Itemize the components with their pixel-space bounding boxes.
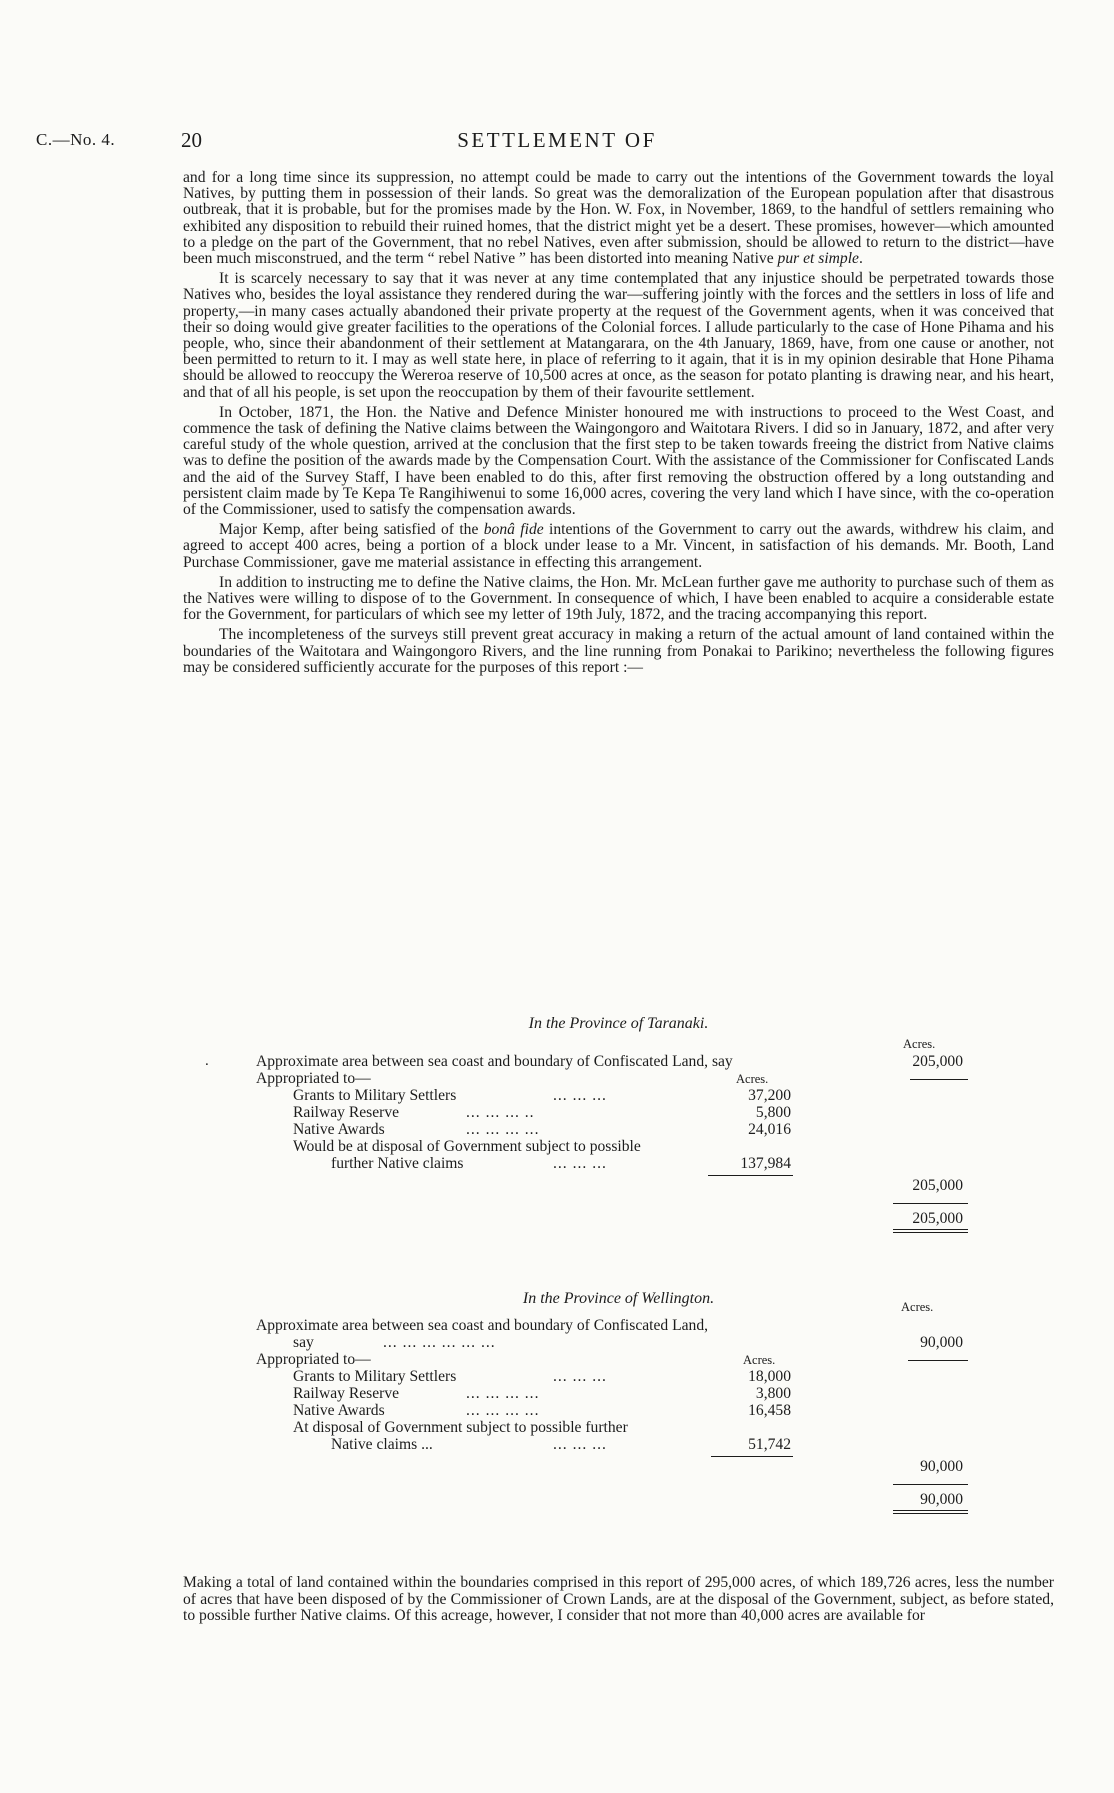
paragraph-text: Major Kemp, after being satisfied of the [219,521,484,539]
leader-dots: ... ... ... [553,1436,607,1453]
item-label: Grants to Military Settlers [293,1368,457,1385]
item-value: 18,000 [748,1368,791,1385]
leader-dots: ... ... ... ... [466,1402,540,1419]
double-rule [893,1513,968,1514]
double-rule [893,1510,968,1511]
rule [910,1079,968,1080]
double-rule [893,1232,968,1233]
disposal-label: Would be at disposal of Government subject to possible [293,1138,641,1155]
table-title: In the Province of Wellington. [522,1290,715,1307]
paragraph [183,271,1054,401]
rule [908,1360,968,1361]
area-label: Approximate area between sea coast and boundary of Confiscated Land, say [256,1053,733,1070]
stray-mark: . [205,1053,209,1069]
acres-column-label: Acres. [901,1300,934,1314]
disposal-value: 137,984 [740,1155,791,1172]
subtotal: 90,000 [920,1458,963,1475]
leader-dots: ... ... ... ... ... ... [383,1334,496,1351]
paragraph [183,405,1054,518]
rule [893,1484,968,1485]
area-label: say [293,1334,314,1351]
paragraph-text: and for a long time since its suppression, no attempt could be made to carry out the intentions of the Government towards the loyal Natives, by putting them in possession of their lands. So great was the demoralization of the European population after that disastrous outbreak, that it is probable, but for the promises made by the Hon. W. Fox, in November, 1869, to the handful of settlers remaining who exhibited any disposition to rebuild their ruined homes, that the district might yet be a desert. These promises, however—which amounted to a pledge on the part of the Government, that no rebel Natives, even after submission, should be allowed to return to the district—have been much misconstrued, and the term “ rebel Native ” has been distorted into meaning Native [183,169,1054,268]
item-value: 16,458 [748,1402,791,1419]
disposal-label: Native claims ... [331,1436,433,1453]
rule [708,1175,793,1176]
italic-phrase: pur et simple [777,250,859,268]
paragraph-text: The incompleteness of the surveys still prevent great accuracy in making a return of the actual amount of land contained within the boundaries of the Waitotara and Waingongoro Rivers, and the line running from Ponakai to Parikino; nevertheless the following figures may be considered sufficiently accurate for the purposes of this report :— [183,626,1054,676]
subtotal: 205,000 [912,1177,963,1194]
paper-reference: C.—No. 4. [36,130,116,149]
item-value: 5,800 [755,1104,791,1121]
paragraph-text: In October, 1871, the Hon. the Native and Defence Minister honoured me with instructions to proceed to the West Coast, and commence the task of defining the Native claims between the Waingongoro and Waitotara Rivers. I did so in January, 1872, and after very careful study of the whole question, arrived at the conclusion that the first step to be taken towards freeing the district from Native claims was to define the position of the awards made by the Compensation Court. With the assistance of the Commissioner for Confiscated Lands and the aid of the Survey Staff, I have been enabled to do this, after first removing the obstruction offered by a long outstanding and persistent claim made by Te Kepa Te Rangihiwenui to some 16,000 acres, covering the very land which I have since, with the co-operation of the Commissioner, used to satisfy the compensation awards. [183,403,1054,519]
item-label: Railway Reserve [293,1104,400,1121]
item-label: Railway Reserve [293,1385,400,1402]
body-text [183,170,1054,680]
paragraph [183,627,1054,676]
leader-dots: ... ... ... [553,1087,607,1104]
double-rule [893,1229,968,1230]
paragraph [183,170,1054,267]
leader-dots: ... ... ... [553,1368,607,1385]
paragraph-text: . [858,250,863,268]
wellington-table [183,1290,1054,1513]
rule [893,1203,968,1204]
item-value: 37,200 [748,1087,791,1104]
item-label: Native Awards [293,1402,385,1419]
paragraph [183,575,1054,624]
item-value: 3,800 [755,1385,791,1402]
leader-dots: ... ... ... [553,1155,607,1172]
disposal-value: 51,742 [748,1436,791,1453]
closing-paragraph [183,1575,1054,1625]
italic-phrase: bonâ fide [483,521,544,539]
table-title: In the Province of Taranaki. [528,1015,709,1032]
paragraph-text: intentions of the Government to carry out the awards, withdrew his claim, and agreed to accept 400 acres, being a portion of a block under lease to a Mr. Vincent, in satisfaction of his demands. Mr. Booth, Land Purchase Commissioner, gave me material assistance in effecting this arrangement. [183,521,1054,571]
acres-sub-label: Acres. [736,1072,769,1086]
item-value: 24,016 [748,1121,791,1138]
paragraph [183,522,1054,571]
paragraph-text: Making a total of land contained within the boundaries comprised in this report of 295,000 acres, of which 189,726 acres, less the number of acres that have been disposed of by the Commissioner of Crown Lands, are at the disposal of the Government, subject, as before stated, to possible further Native claims. Of this acreage, however, I consider that not more than 40,000 acres are available for [183,1574,1054,1625]
disposal-label: At disposal of Government subject to possible further [293,1419,628,1436]
area-total: 90,000 [920,1334,963,1351]
paragraph-text: In addition to instructing me to define the Native claims, the Hon. Mr. McLean further gave me authority to purchase such of them as the Natives were willing to dispose of to the Government. In consequence of which, I have been enabled to acquire a considerable estate for the Government, for particulars of which see my letter of 19th July, 1872, and the tracing accompanying this report. [183,573,1054,624]
taranaki-table [183,1015,1054,1232]
item-label: Native Awards [293,1121,385,1138]
total: 90,000 [920,1491,963,1508]
leader-dots: ... ... ... .. [466,1104,535,1121]
acres-sub-label: Acres. [743,1353,776,1367]
appropriated-label: Appropriated to— [256,1351,371,1368]
disposal-label: further Native claims [331,1155,464,1172]
total: 205,000 [912,1210,963,1227]
item-label: Grants to Military Settlers [293,1087,457,1104]
page-header [0,128,1114,158]
leader-dots: ... ... ... ... [466,1385,540,1402]
acres-column-label: Acres. [903,1037,936,1051]
area-total: 205,000 [912,1053,963,1070]
leader-dots: ... ... ... ... [466,1121,540,1138]
running-title: SETTLEMENT OF [457,128,657,152]
appropriated-label: Appropriated to— [256,1070,371,1087]
paragraph-text: It is scarcely necessary to say that it was never at any time contemplated that any injustice should be perpetrated towards those Natives who, besides the loyal assistance they rendered during the war—suffering jointly with the forces and the settlers in loss of life and property,—in many cases actually abandoned their private property at the request of the Government agents, when it was conceived that their so doing would give greater facilities to the operations of the Colonial forces. I allude particularly to the case of Hone Pihama and his people, who, since their abandonment of their settlement at Matangarara, on the 4th January, 1869, have, from one cause or another, not been permitted to return to it. I may as well state here, in place of referring to it again, that it is in my opinion desirable that Hone Pihama should be allowed to reoccupy the Wereroa reserve of 10,500 acres at once, as the season for potato planting is drawing near, and his heart, and that of all his people, is set upon the reoccupation by them of their favourite settlement. [183,270,1054,401]
rule [711,1456,793,1457]
page-number: 20 [181,128,202,152]
area-label: Approximate area between sea coast and boundary of Confiscated Land, [256,1317,709,1334]
